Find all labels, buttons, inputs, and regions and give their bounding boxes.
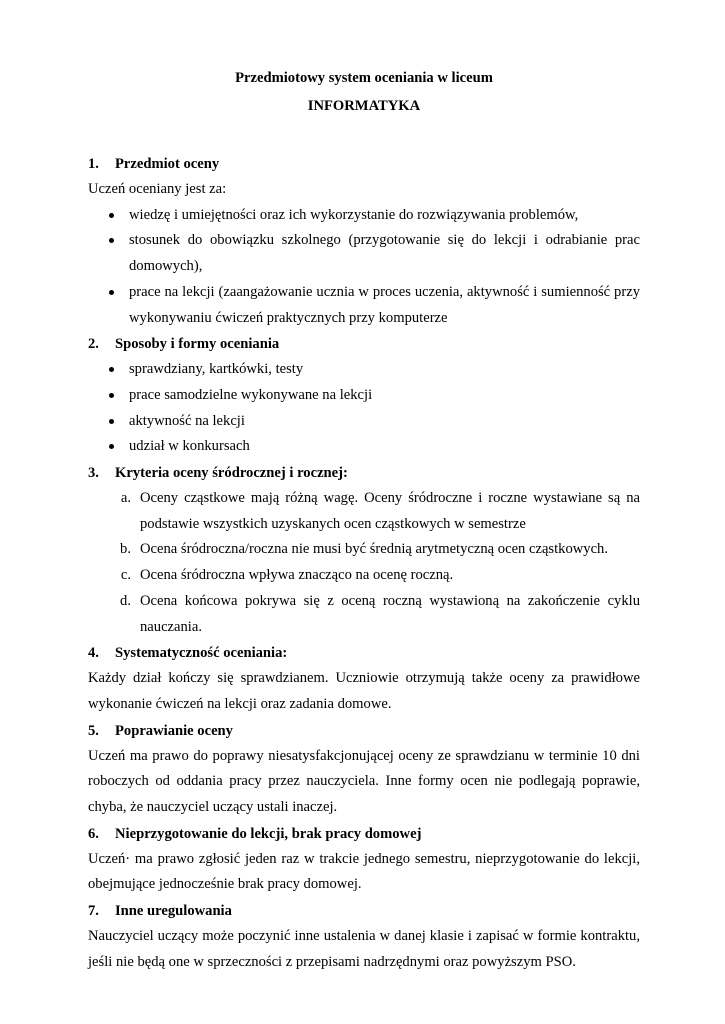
section-heading xyxy=(88,643,640,663)
bullet-icon xyxy=(88,228,129,279)
list-item: aktywność na lekcji xyxy=(88,409,640,435)
section-text: Uczeń· ma prawo zgłosić jeden raz w trakcie jednego semestru, nieprzygotowanie do lekcji, obejmujące jednocześnie brak pracy domowej. xyxy=(88,850,640,893)
section-4 xyxy=(88,643,640,717)
list-item: prace samodzielne wykonywane na lekcji xyxy=(88,383,640,409)
section-number: 3. xyxy=(88,465,99,482)
section-number: 1. xyxy=(88,156,99,172)
item-letter: d. xyxy=(120,592,131,609)
section-3 xyxy=(88,463,640,640)
section-number: 2. xyxy=(88,336,99,353)
section-title: Przedmiot oceny xyxy=(115,156,220,172)
section-number: 4. xyxy=(88,645,99,662)
bullet-icon xyxy=(88,280,129,331)
section-title: Systematyczność oceniania: xyxy=(115,645,288,662)
section-title: Poprawianie oceny xyxy=(115,722,233,739)
document-title: Przedmiotowy system oceniania w liceum xyxy=(235,70,493,86)
document-page xyxy=(88,64,640,976)
list-item: udział w konkursach xyxy=(88,434,640,460)
list-item: d. Ocena końcowa pokrywa się z oceną roczną wystawioną na zakończenie cyklu nauczania. xyxy=(120,592,640,635)
section-1 xyxy=(88,154,640,331)
section-text: Każdy dział kończy się sprawdzianem. Uczniowie otrzymują także oceny za prawidłowe wykonanie ćwiczeń na lekcji oraz zadania domowe. xyxy=(88,670,640,712)
section-heading xyxy=(88,901,640,921)
section-intro: Uczeń oceniany jest za: xyxy=(88,181,227,197)
section-heading xyxy=(88,721,640,741)
item-letter: c. xyxy=(120,567,131,584)
section-heading xyxy=(88,463,640,483)
bullet-icon xyxy=(88,357,129,383)
section-title: Sposoby i formy oceniania xyxy=(115,336,280,353)
section-heading xyxy=(88,334,640,354)
section-number: 7. xyxy=(88,903,99,920)
section-title: Kryteria oceny śródrocznej i rocznej: xyxy=(115,465,348,482)
list-item: c. Ocena śródroczna wpływa znacząco na ocenę roczną. xyxy=(120,567,454,584)
bullet-list xyxy=(88,203,640,332)
bullet-icon xyxy=(88,383,129,409)
bullet-icon xyxy=(88,409,129,435)
bullet-list xyxy=(88,357,640,460)
section-heading xyxy=(88,824,640,844)
section-5 xyxy=(88,721,640,821)
item-letter: b. xyxy=(120,541,131,558)
section-title: Inne uregulowania xyxy=(115,903,232,920)
list-item: sprawdziany, kartkówki, testy xyxy=(88,357,640,383)
section-heading xyxy=(88,154,640,174)
bullet-icon xyxy=(88,434,129,460)
list-item: wiedzę i umiejętności oraz ich wykorzystanie do rozwiązywania problemów, xyxy=(88,203,640,229)
section-7 xyxy=(88,901,640,975)
list-item: stosunek do obowiązku szkolnego (przygotowanie się do lekcji i odrabianie prac domowych), xyxy=(88,228,640,279)
list-item: a. Oceny cząstkowe mają różną wagę. Oceny śródroczne i roczne wystawiane są na podstawie wszystkich uzyskanych ocen cząstkowych w semestrze xyxy=(120,490,640,532)
lettered-list xyxy=(88,486,640,640)
section-2 xyxy=(88,334,640,460)
section-number: 5. xyxy=(88,722,99,739)
section-title: Nieprzygotowanie do lekcji, brak pracy domowej xyxy=(115,825,422,842)
section-number: 6. xyxy=(88,825,99,842)
section-text: Uczeń ma prawo do poprawy niesatysfakcjonującej oceny ze sprawdzianu w terminie 10 dni roboczych od oddania pracy przez nauczyciela. Inne formy ocen nie podlegają poprawie, chyba, że nauczyciel uczący ustali inaczej. xyxy=(88,747,640,816)
section-6 xyxy=(88,824,640,898)
bullet-icon xyxy=(88,203,129,229)
document-subject: INFORMATYKA xyxy=(307,98,421,114)
section-text: Nauczyciel uczący może poczynić inne ustalenia w danej klasie i zapisać w formie kontraktu, jeśli nie będą one w sprzeczności z przepisami nadrzędnymi oraz powyższym PSO. xyxy=(88,928,640,970)
item-letter: a. xyxy=(120,490,131,507)
list-item: b. Ocena śródroczna/roczna nie musi być średnią arytmetyczną ocen cząstkowych. xyxy=(120,541,609,558)
list-item: prace na lekcji (zaangażowanie ucznia w proces uczenia, aktywność i sumienność przy wykonywaniu ćwiczeń praktycznych przy komputerze xyxy=(88,280,640,331)
